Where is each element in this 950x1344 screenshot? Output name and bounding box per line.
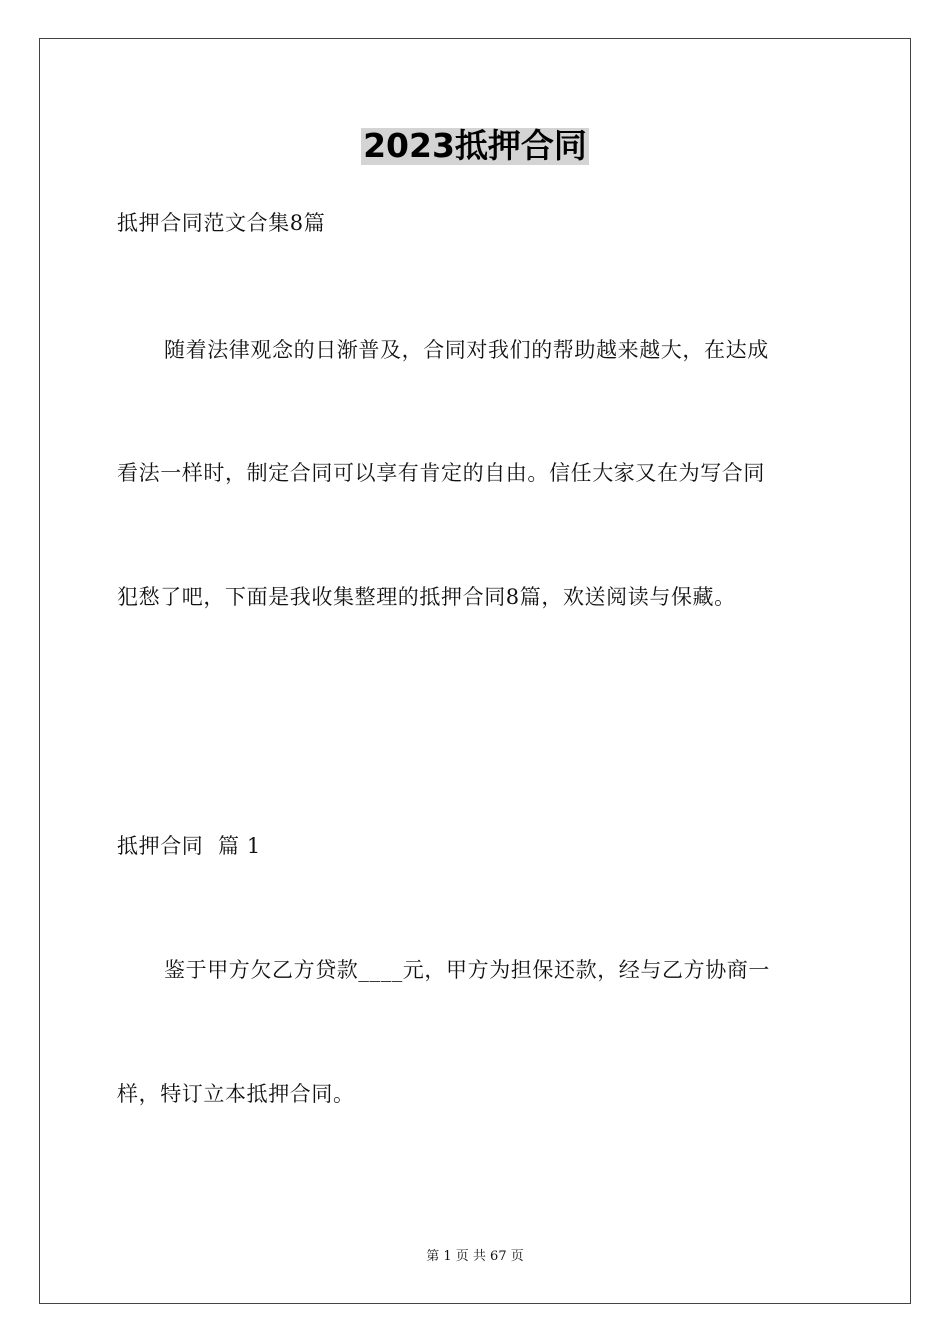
body-line-1: 鉴于甲方欠乙方贷款____元，甲方为担保还款，经与乙方协商一 [164, 958, 770, 982]
section-heading: 抵押合同 篇 1 [117, 834, 261, 858]
intro-line-2: 看法一样时，制定合同可以享有肯定的自由。信任大家又在为写合同 [117, 461, 765, 485]
page-footer: 第 1 页 共 67 页 [426, 1249, 524, 1264]
document-title: 2023抵押合同 [363, 126, 587, 165]
document-title-wrap [0, 128, 950, 165]
body-line-2: 样，特订立本抵押合同。 [117, 1082, 355, 1106]
document-subtitle: 抵押合同范文合集8篇 [117, 211, 326, 235]
intro-line-3: 犯愁了吧，下面是我收集整理的抵押合同8篇，欢送阅读与保藏。 [117, 585, 736, 609]
intro-line-1: 随着法律观念的日渐普及，合同对我们的帮助越来越大，在达成 [164, 338, 769, 362]
